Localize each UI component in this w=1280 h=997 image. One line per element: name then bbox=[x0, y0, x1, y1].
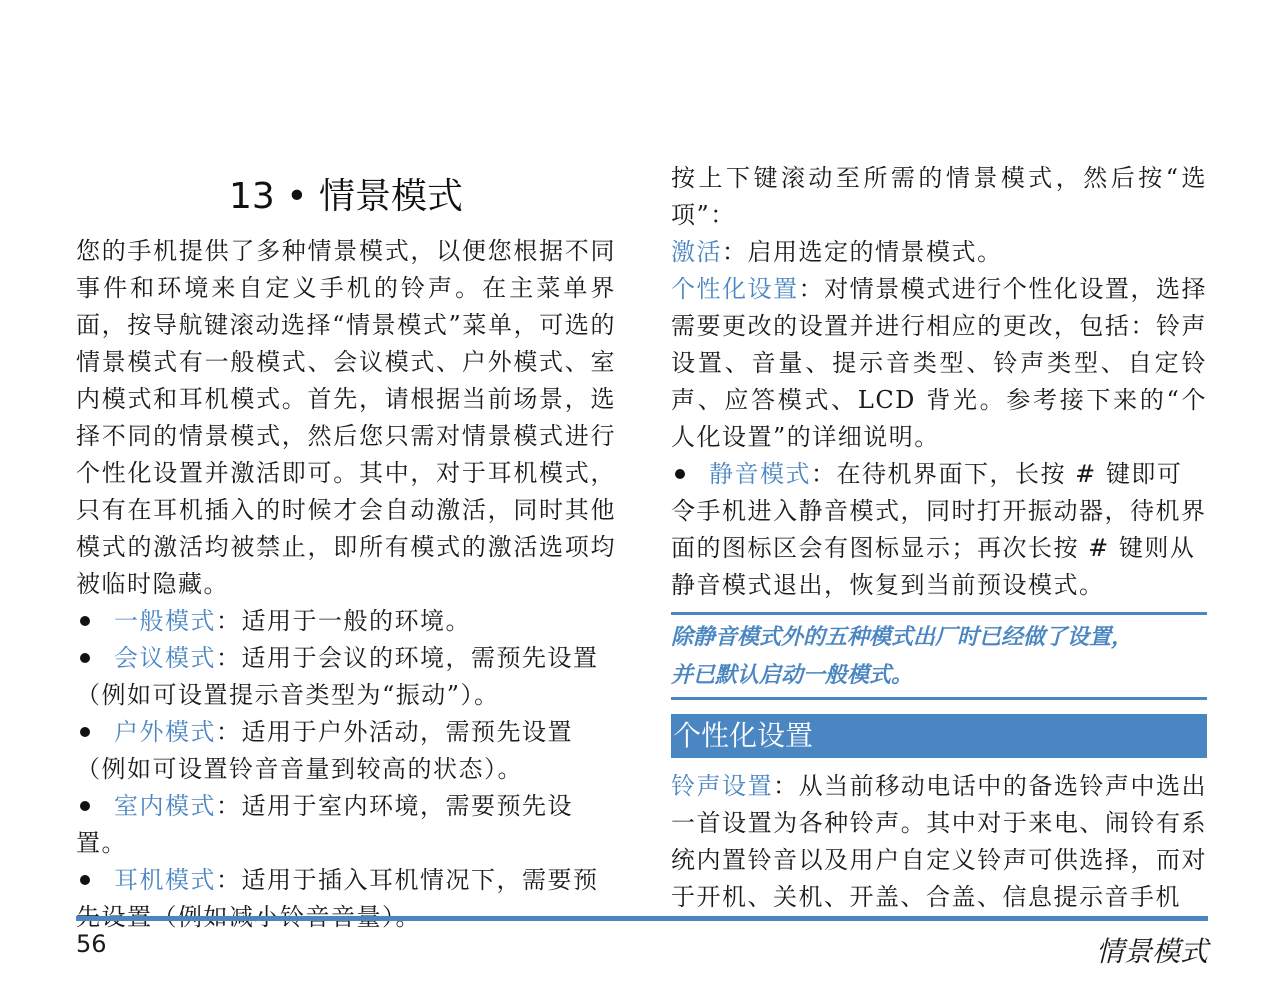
mode-term: 一般模式 bbox=[114, 607, 216, 635]
option-term: 激活 bbox=[671, 238, 722, 266]
right-column bbox=[671, 160, 1207, 916]
option-desc: ：启用选定的情景模式。 bbox=[722, 238, 1003, 266]
note-box bbox=[671, 612, 1207, 700]
footer-rule bbox=[76, 916, 1208, 921]
mode-term: 户外模式 bbox=[114, 718, 216, 746]
mode-item-indoor bbox=[76, 788, 616, 862]
mode-term: 耳机模式 bbox=[114, 866, 216, 894]
intro-paragraph: 您的手机提供了多种情景模式，以便您根据不同事件和环境来自定义手机的铃声。在主菜单界面，按导航键滚动选择“情景模式”菜单，可选的情景模式有一般模式、会议模式、户外模式、室内模式和耳机模式。首先，请根据当前场景，选择不同的情景模式，然后您只需对情景模式进行个性化设置并激活即可。其中，对于耳机模式，只有在耳机插入的时候才会自动激活，同时其他模式的激活均被禁止，即所有模式的激活选项均被临时隐藏。 bbox=[76, 237, 616, 598]
option-personalize bbox=[671, 271, 1207, 456]
mode-item-outdoor bbox=[76, 714, 616, 788]
running-head: 情景模式 bbox=[1095, 935, 1208, 968]
mode-desc: ：适用于一般的环境。 bbox=[216, 607, 471, 635]
bullet-icon bbox=[80, 616, 90, 626]
mode-item-meeting bbox=[76, 640, 616, 714]
ringtone-setting bbox=[671, 768, 1207, 916]
mode-term: 会议模式 bbox=[114, 644, 216, 672]
mode-term: 静音模式 bbox=[709, 460, 811, 488]
mode-desc: ：在待机界面下，长按 # 键即可令手机进入静音模式，同时打开振动器，待机界面的图标区会有图标显示；再次长按 # 键则从静音模式退出，恢复到当前预设模式。 bbox=[671, 460, 1207, 599]
mode-desc: ：适用于会议的环境，需预先设置（例如可设置提示音类型为“振动”）。 bbox=[76, 644, 599, 709]
mode-item-general bbox=[76, 603, 616, 640]
bullet-icon bbox=[80, 875, 90, 885]
chapter-title: 13 • 情景模式 bbox=[229, 176, 463, 217]
note-line: 并已默认启动一般模式。 bbox=[671, 663, 914, 688]
bullet-icon bbox=[80, 653, 90, 663]
mode-item-headset bbox=[76, 862, 616, 936]
mode-desc: ：适用于户外活动，需预先设置（例如可设置铃音音量到较高的状态）。 bbox=[76, 718, 573, 783]
mode-desc: ：适用于室内环境，需要预先设置。 bbox=[76, 792, 573, 857]
page-number: 56 bbox=[76, 930, 107, 958]
option-term: 个性化设置 bbox=[671, 275, 799, 303]
mode-desc: ：适用于插入耳机情况下，需要预 bbox=[216, 866, 599, 894]
left-column bbox=[76, 160, 616, 936]
silent-mode-item bbox=[671, 456, 1207, 604]
bullet-icon bbox=[675, 469, 685, 479]
bullet-icon bbox=[80, 727, 90, 737]
option-term: 铃声设置 bbox=[671, 772, 774, 800]
note-line: 除静音模式外的五种模式出厂时已经做了设置， bbox=[671, 625, 1134, 650]
bullet-icon bbox=[80, 801, 90, 811]
option-activate bbox=[671, 234, 1207, 271]
option-desc: ：从当前移动电话中的备选铃声中选出一首设置为各种铃声。其中对于来电、闹铃有系统内置铃音以及用户自定义铃声可供选择，而对于开机、关机、开盖、合盖、信息提示音手机 bbox=[671, 772, 1208, 911]
mode-term: 室内模式 bbox=[114, 792, 216, 820]
option-desc: ：对情景模式进行个性化设置，选择需要更改的设置并进行相应的更改，包括：铃声设置、音量、提示音类型、铃声类型、自定铃声、应答模式、LCD 背光。参考接下来的“个人化设置”的详细说明。 bbox=[671, 275, 1207, 451]
select-instruction: 按上下键滚动至所需的情景模式，然后按“选项”： bbox=[671, 164, 1207, 229]
section-heading: 个性化设置 bbox=[671, 714, 1207, 758]
